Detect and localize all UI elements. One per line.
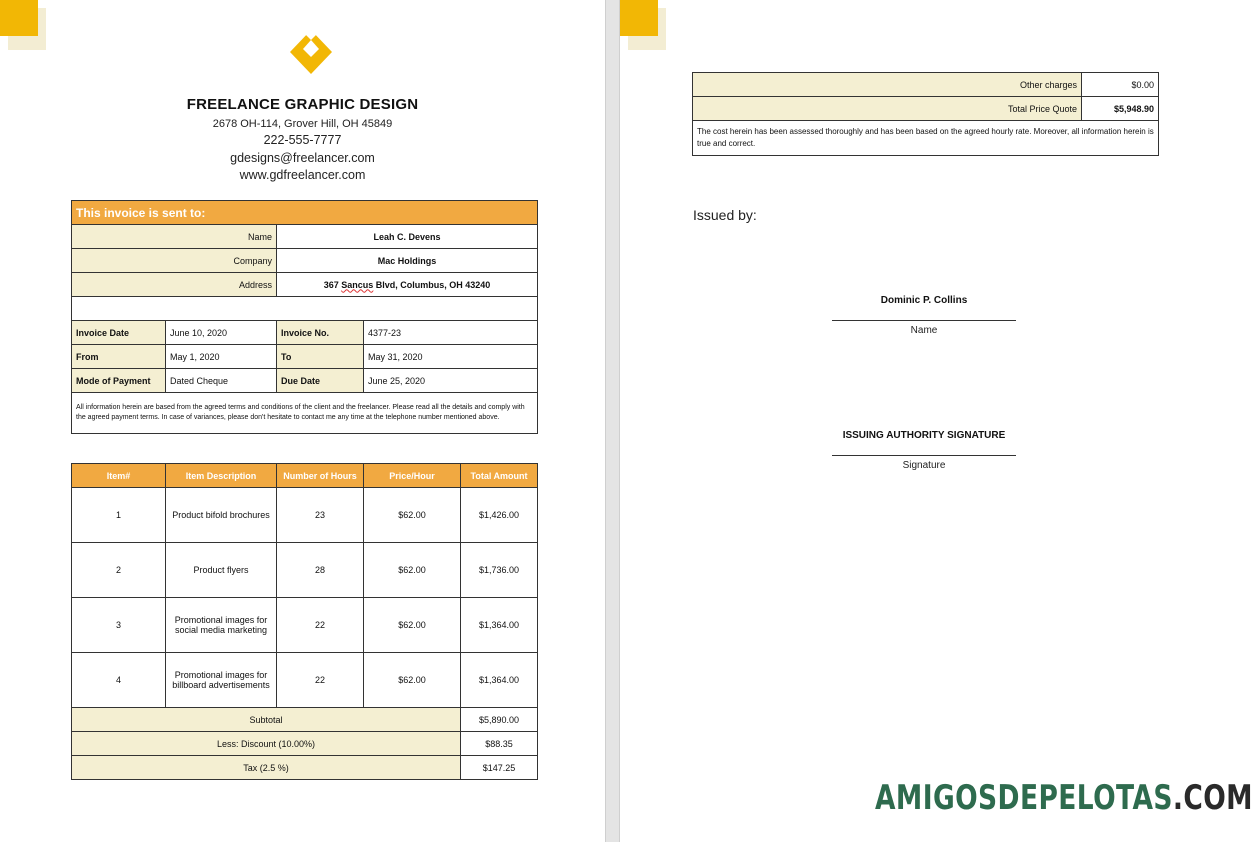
- terms-note: All information herein are based from the agreed terms and conditions of the client and the freelancer. Please read all the details and comply with the agreed payment terms. In case of variances, please don't hesitate to contact me any time at the telephone number mentioned above.: [72, 393, 538, 434]
- recipient-header: This invoice is sent to:: [72, 201, 538, 225]
- tax-value: $147.25: [461, 756, 538, 780]
- item-total: $1,426.00: [461, 488, 538, 543]
- item-total: $1,364.00: [461, 653, 538, 708]
- authority-title: ISSUING AUTHORITY SIGNATURE: [842, 430, 1006, 441]
- to-label: To: [277, 345, 364, 369]
- table-row: [72, 653, 538, 708]
- discount-row: [72, 732, 538, 756]
- name-line: [832, 320, 1016, 321]
- address-street: Sancus: [341, 279, 374, 290]
- from-value: May 1, 2020: [166, 345, 277, 369]
- item-num: 4: [72, 653, 166, 708]
- due-date-label: Due Date: [277, 369, 364, 393]
- corner-decoration-accent: [620, 0, 658, 36]
- company-logo: [290, 30, 332, 74]
- page-gutter: [605, 0, 620, 842]
- item-price: $62.00: [364, 598, 461, 653]
- subtotal-label: Subtotal: [72, 708, 461, 732]
- invoice-page-1: [0, 0, 605, 842]
- recipient-details-table: [71, 200, 538, 434]
- discount-value: $88.35: [461, 732, 538, 756]
- table-row: [72, 598, 538, 653]
- item-desc: Product bifold brochures: [166, 488, 277, 543]
- item-hours: 23: [277, 488, 364, 543]
- watermark-main: AMIGOSDEPELOTAS: [875, 778, 1173, 818]
- items-table: [71, 463, 538, 780]
- invoice-date-label: Invoice Date: [72, 321, 166, 345]
- invoice-no-label: Invoice No.: [277, 321, 364, 345]
- table-row: [72, 488, 538, 543]
- address-number: 367: [323, 279, 342, 290]
- item-hours: 22: [277, 653, 364, 708]
- other-charges-value: $0.00: [1082, 73, 1159, 97]
- items-header-row: [72, 464, 538, 488]
- item-desc: Promotional images for social media marketing: [166, 598, 277, 653]
- item-total: $1,364.00: [461, 598, 538, 653]
- company-name: FREELANCE GRAPHIC DESIGN: [186, 96, 419, 113]
- header-description: Item Description: [166, 464, 277, 488]
- statement: The cost herein has been assessed thoroughly and has been based on the agreed hourly rate. Moreover, all information herein is true and correct.: [693, 121, 1159, 156]
- header-hours: Number of Hours: [277, 464, 364, 488]
- signer-name: Dominic P. Collins: [880, 295, 968, 306]
- item-hours: 28: [277, 543, 364, 598]
- other-charges-label: Other charges: [693, 73, 1082, 97]
- address-rest: Blvd, Columbus, OH 43240: [373, 279, 491, 290]
- company-phone: 222-555-7777: [263, 133, 342, 147]
- due-date-value: June 25, 2020: [364, 369, 538, 393]
- invoice-no-value: 4377-23: [364, 321, 538, 345]
- from-label: From: [72, 345, 166, 369]
- tax-label: Tax (2.5 %): [72, 756, 461, 780]
- totals-table: [692, 72, 1159, 156]
- item-desc: Promotional images for billboard advertisements: [166, 653, 277, 708]
- item-hours: 22: [277, 598, 364, 653]
- company-address: 2678 OH-114, Grover Hill, OH 45849: [212, 118, 393, 130]
- item-price: $62.00: [364, 543, 461, 598]
- item-price: $62.00: [364, 653, 461, 708]
- header-item-num: Item#: [72, 464, 166, 488]
- total-quote-label: Total Price Quote: [693, 97, 1082, 121]
- watermark-suffix: .COM: [1172, 778, 1253, 818]
- item-price: $62.00: [364, 488, 461, 543]
- company-email: gdesigns@freelancer.com: [230, 151, 375, 165]
- table-row: [72, 543, 538, 598]
- payment-label: Mode of Payment: [72, 369, 166, 393]
- item-desc: Product flyers: [166, 543, 277, 598]
- header-price: Price/Hour: [364, 464, 461, 488]
- to-value: May 31, 2020: [364, 345, 538, 369]
- item-num: 2: [72, 543, 166, 598]
- discount-label: Less: Discount (10.00%): [72, 732, 461, 756]
- item-num: 1: [72, 488, 166, 543]
- address-label: Address: [72, 273, 277, 297]
- company-label: Company: [72, 249, 277, 273]
- item-num: 3: [72, 598, 166, 653]
- name-label: Name: [72, 225, 277, 249]
- total-quote-value: $5,948.90: [1082, 97, 1159, 121]
- company-website: www.gdfreelancer.com: [239, 168, 366, 182]
- payment-value: Dated Cheque: [166, 369, 277, 393]
- name-caption: Name: [910, 325, 938, 336]
- recipient-name: Leah C. Devens: [277, 225, 538, 249]
- invoice-date-value: June 10, 2020: [166, 321, 277, 345]
- signature-line: [832, 455, 1016, 456]
- watermark: [875, 778, 1253, 818]
- blank-row: [72, 297, 538, 321]
- header-total: Total Amount: [461, 464, 538, 488]
- issued-by-label: Issued by:: [693, 207, 757, 223]
- invoice-page-2: [620, 0, 1253, 842]
- recipient-company: Mac Holdings: [277, 249, 538, 273]
- item-total: $1,736.00: [461, 543, 538, 598]
- signature-caption: Signature: [902, 460, 946, 471]
- subtotal-value: $5,890.00: [461, 708, 538, 732]
- subtotal-row: [72, 708, 538, 732]
- recipient-address: [277, 273, 538, 297]
- tax-row: [72, 756, 538, 780]
